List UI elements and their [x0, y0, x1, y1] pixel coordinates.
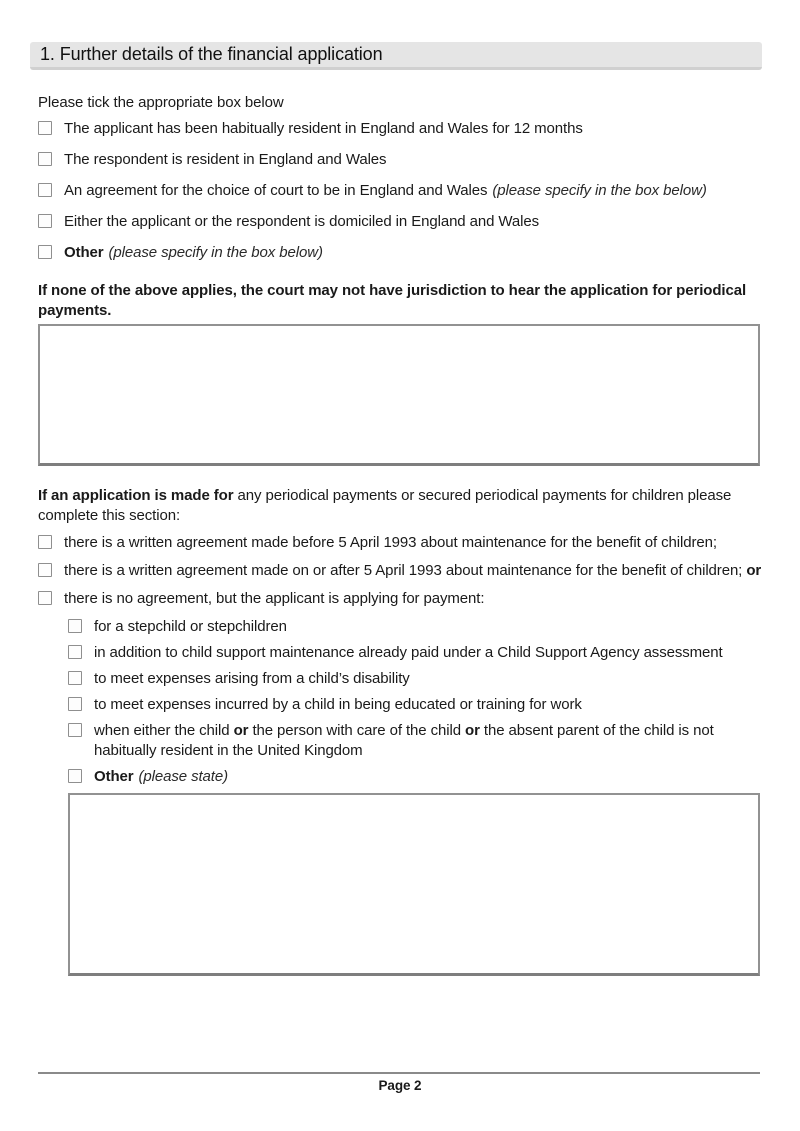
option-row: [38, 181, 762, 201]
label-segment: when either the child: [94, 722, 234, 739]
jurisdiction-details-textbox[interactable]: [38, 324, 760, 466]
label-segment-bold: or: [233, 722, 249, 739]
checkbox-stepchild[interactable]: [68, 619, 82, 633]
option-note: (please specify in the box below): [108, 244, 323, 261]
option-bold-suffix: or: [746, 562, 762, 579]
option-label: Either the applicant or the respondent is domiciled in England and Wales: [64, 213, 540, 230]
checkbox-court-choice-agreement[interactable]: [38, 183, 52, 197]
checkbox-no-agreement[interactable]: [38, 591, 52, 605]
label-segment: the absent parent of the child is not habitually resident in the United Kingdom: [94, 722, 714, 759]
checkbox-agreement-before-1993[interactable]: [38, 535, 52, 549]
label-segment-bold: or: [465, 722, 480, 739]
checkbox-child-disability[interactable]: [68, 671, 82, 685]
children-intro-rest: any periodical payments or secured periodical payments for children please complete this section:: [38, 487, 732, 524]
sub-option-label: [94, 721, 762, 761]
sub-option-row: [68, 643, 762, 663]
option-row: [38, 589, 762, 609]
label-segment: the person with care of the child: [248, 722, 465, 739]
tick-instruction: Please tick the appropriate box below: [38, 94, 284, 111]
sub-option-label: to meet expenses arising from a child’s disability: [94, 670, 410, 687]
option-label: there is a written agreement made before 5 April 1993 about maintenance for the benefit of children;: [64, 534, 717, 551]
sub-option-row: [68, 767, 762, 787]
sub-option-row: [68, 721, 762, 761]
section-title: 1. Further details of the financial application: [30, 42, 762, 70]
sub-option-label: for a stepchild or stepchildren: [94, 618, 287, 635]
checkbox-other-payment[interactable]: [68, 769, 82, 783]
option-label: Other: [64, 244, 104, 261]
checkbox-other-jurisdiction[interactable]: [38, 245, 52, 259]
checkbox-agreement-after-1993[interactable]: [38, 563, 52, 577]
children-section-intro: [38, 486, 762, 526]
option-note: (please state): [138, 768, 228, 785]
checkbox-child-support-addition[interactable]: [68, 645, 82, 659]
checkbox-domiciled[interactable]: [38, 214, 52, 228]
checkbox-habitual-residence[interactable]: [38, 121, 52, 135]
option-row: [38, 150, 762, 170]
option-label: Other: [94, 768, 134, 785]
checkbox-not-uk-resident[interactable]: [68, 723, 82, 737]
footer-divider: [38, 1072, 760, 1074]
option-label: The respondent is resident in England and Wales: [64, 151, 387, 168]
option-row: [38, 533, 762, 553]
checkbox-respondent-resident[interactable]: [38, 152, 52, 166]
jurisdiction-warning: If none of the above applies, the court may not have jurisdiction to hear the application for periodical payments.: [38, 282, 747, 319]
option-label: The applicant has been habitually resident in England and Wales for 12 months: [64, 120, 583, 137]
option-label: there is no agreement, but the applicant is applying for payment:: [64, 590, 485, 607]
option-row: [38, 561, 762, 581]
sub-option-row: [68, 617, 762, 637]
option-note: (please specify in the box below): [492, 182, 707, 199]
page-number: Page 2: [378, 1078, 422, 1093]
sub-option-row: [68, 669, 762, 689]
checkbox-child-education[interactable]: [68, 697, 82, 711]
option-row: [38, 119, 762, 139]
option-label: An agreement for the choice of court to be in England and Wales: [64, 182, 488, 199]
option-label: there is a written agreement made on or after 5 April 1993 about maintenance for the benefit of children;: [64, 562, 747, 579]
sub-option-label: in addition to child support maintenance already paid under a Child Support Agency assessment: [94, 644, 723, 661]
option-row: [38, 243, 762, 263]
sub-option-row: [68, 695, 762, 715]
sub-option-label: to meet expenses incurred by a child in being educated or training for work: [94, 696, 582, 713]
children-intro-bold: If an application is made for: [38, 487, 234, 504]
other-payment-textbox[interactable]: [68, 793, 760, 976]
option-row: [38, 212, 762, 232]
